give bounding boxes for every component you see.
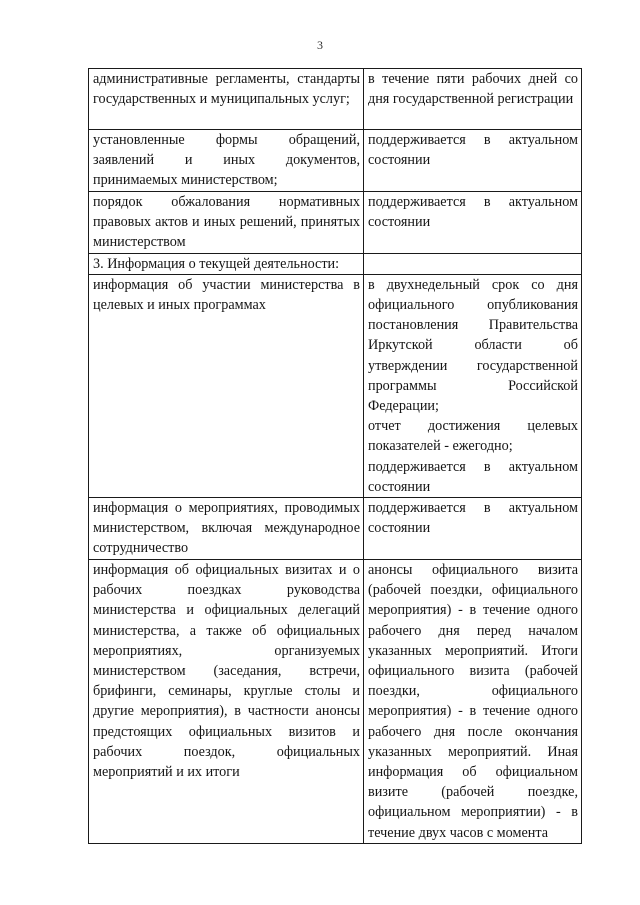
section-header-row [89, 253, 582, 274]
row-right-cell [364, 560, 582, 844]
section-heading: 3. Информация о текущей деятельности: [93, 255, 340, 272]
information-table [88, 68, 582, 844]
cell-text: административные регламенты, стандарты государственных и муниципальных услуг; [93, 71, 360, 108]
cell-text: информация об официальных визитах и о рабочих поездках руководства министерства и официальных делегаций министерства, а также об официальных мероприятиях, организуемых министерством (заседания, встречи, брифинги, семинары, круглые столы и другие мероприятия), в частности анонсы предстоящих официальных визитов и рабочих поездок, официальных мероприятий и их итоги [93, 562, 360, 781]
table-row [89, 130, 582, 192]
row-right-cell [364, 274, 582, 497]
row-left-cell [89, 69, 364, 130]
table-row [89, 560, 582, 844]
cell-text: порядок обжалования нормативных правовых актов и иных решений, принятых министерством [93, 193, 360, 251]
cell-text: поддерживается в актуальном состоянии [368, 500, 578, 537]
row-left-cell [89, 560, 364, 844]
cell-text: поддерживается в актуальном состоянии [368, 193, 578, 230]
cell-text: анонсы официального визита (рабочей поездки, официального мероприятия) - в течение одного рабочего дня перед началом указанных мероприятий. Итоги официального визита (рабочей поездки, официального мероприятия) - в течение одного рабочего дня после окончания указанных мероприятий. Иная информация об официальном визите (рабочей поездке, официальном мероприятии) - в течение двух часов с момента [368, 562, 578, 841]
cell-text: поддерживается в актуальном состоянии [368, 132, 578, 169]
cell-text: установленные формы обращений, заявлений и иных документов, принимаемых министерством; [93, 132, 360, 189]
row-right-cell [364, 253, 582, 274]
row-right-cell [364, 69, 582, 130]
page-number: 3 [317, 38, 323, 52]
row-left-cell [89, 130, 364, 192]
section-heading-cell [89, 253, 364, 274]
cell-text: в двухнедельный срок со дня официального опубликования постановления Правительства Иркутской области об утверждении государственной программы Российской Федерации; отчет достижения целевых показателей - ежегодно; поддерживается в актуальном состоянии [368, 276, 578, 495]
row-right-cell [364, 191, 582, 253]
table-row [89, 498, 582, 560]
row-left-cell [89, 191, 364, 253]
cell-text: информация об участии министерства в целевых и иных программах [93, 276, 360, 314]
table-row [89, 69, 582, 130]
table-row [89, 191, 582, 253]
cell-text: информация о мероприятиях, проводимых министерством, включая международное сотрудничество [93, 500, 360, 557]
cell-text: в течение пяти рабочих дней со дня государственной регистрации [368, 71, 578, 108]
row-left-cell [89, 498, 364, 560]
row-right-cell [364, 130, 582, 192]
row-right-cell [364, 498, 582, 560]
table-row [89, 274, 582, 497]
row-left-cell [89, 274, 364, 497]
